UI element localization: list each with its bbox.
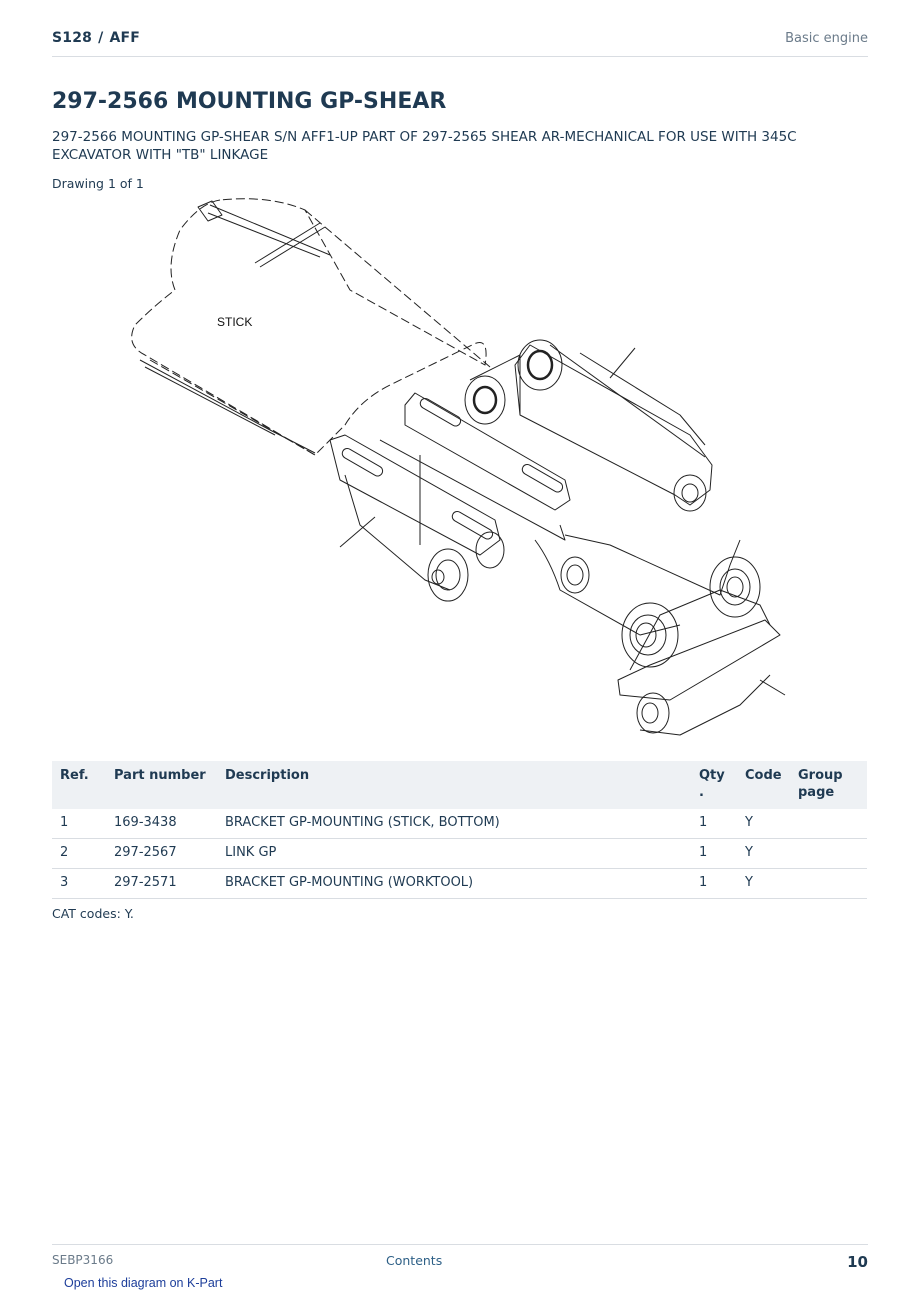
contents-link[interactable]: Contents xyxy=(386,1253,443,1268)
col-qty: Qty . xyxy=(699,768,725,800)
serial-prefix: AFF xyxy=(109,30,140,46)
col-ref: Ref. xyxy=(60,768,89,783)
group-page-cell xyxy=(790,839,867,869)
description-cell: LINK GP xyxy=(217,839,691,869)
stick-outline xyxy=(132,199,490,455)
col-part-number: Part number xyxy=(114,768,206,783)
description-cell: BRACKET GP-MOUNTING (STICK, BOTTOM) xyxy=(217,809,691,839)
link-group xyxy=(465,340,712,511)
part-number-cell: 297-2567 xyxy=(106,839,217,869)
code-cell: Y xyxy=(737,869,790,899)
table-row xyxy=(52,809,867,839)
stick-bracket xyxy=(330,393,570,601)
stick-label: STICK xyxy=(217,315,253,329)
section-name: Basic engine xyxy=(785,31,868,46)
document-id: SEBP3166 xyxy=(52,1253,114,1267)
ref-cell: 1 xyxy=(52,809,106,839)
table-row xyxy=(52,839,867,869)
qty-cell: 1 xyxy=(691,839,737,869)
page-number: 10 xyxy=(847,1253,868,1271)
cat-codes-note: CAT codes: Y. xyxy=(52,906,134,921)
part-number-cell: 169-3438 xyxy=(106,809,217,839)
breadcrumb xyxy=(52,30,140,46)
breadcrumb-separator: / xyxy=(98,30,104,46)
col-group-page: Group page xyxy=(798,768,843,800)
model-code: S128 xyxy=(52,30,93,46)
part-number-cell: 297-2571 xyxy=(106,869,217,899)
parts-diagram xyxy=(120,195,800,745)
group-page-cell xyxy=(790,869,867,899)
page-title: 297-2566 MOUNTING GP-SHEAR xyxy=(52,89,447,114)
description-cell: BRACKET GP-MOUNTING (WORKTOOL) xyxy=(217,869,691,899)
ref-cell: 2 xyxy=(52,839,106,869)
table-row xyxy=(52,869,867,899)
qty-cell: 1 xyxy=(691,869,737,899)
group-description: 297-2566 MOUNTING GP-SHEAR S/N AFF1-UP PART OF 297-2565 SHEAR AR-MECHANICAL FOR USE WITH 345C EXCAVATOR WITH "TB" LINKAGE xyxy=(52,129,797,163)
group-page-cell xyxy=(790,809,867,839)
table-header-row xyxy=(52,761,867,809)
drawing-counter: Drawing 1 of 1 xyxy=(52,176,144,191)
worktool-bracket xyxy=(535,535,785,735)
page-footer xyxy=(52,1244,868,1275)
col-code: Code xyxy=(745,768,782,783)
code-cell: Y xyxy=(737,809,790,839)
page-header xyxy=(52,28,868,57)
parts-table xyxy=(52,761,867,899)
code-cell: Y xyxy=(737,839,790,869)
open-in-kpart-link[interactable]: Open this diagram on K-Part xyxy=(64,1276,223,1290)
col-description: Description xyxy=(225,768,310,783)
qty-cell: 1 xyxy=(691,809,737,839)
ref-cell: 3 xyxy=(52,869,106,899)
